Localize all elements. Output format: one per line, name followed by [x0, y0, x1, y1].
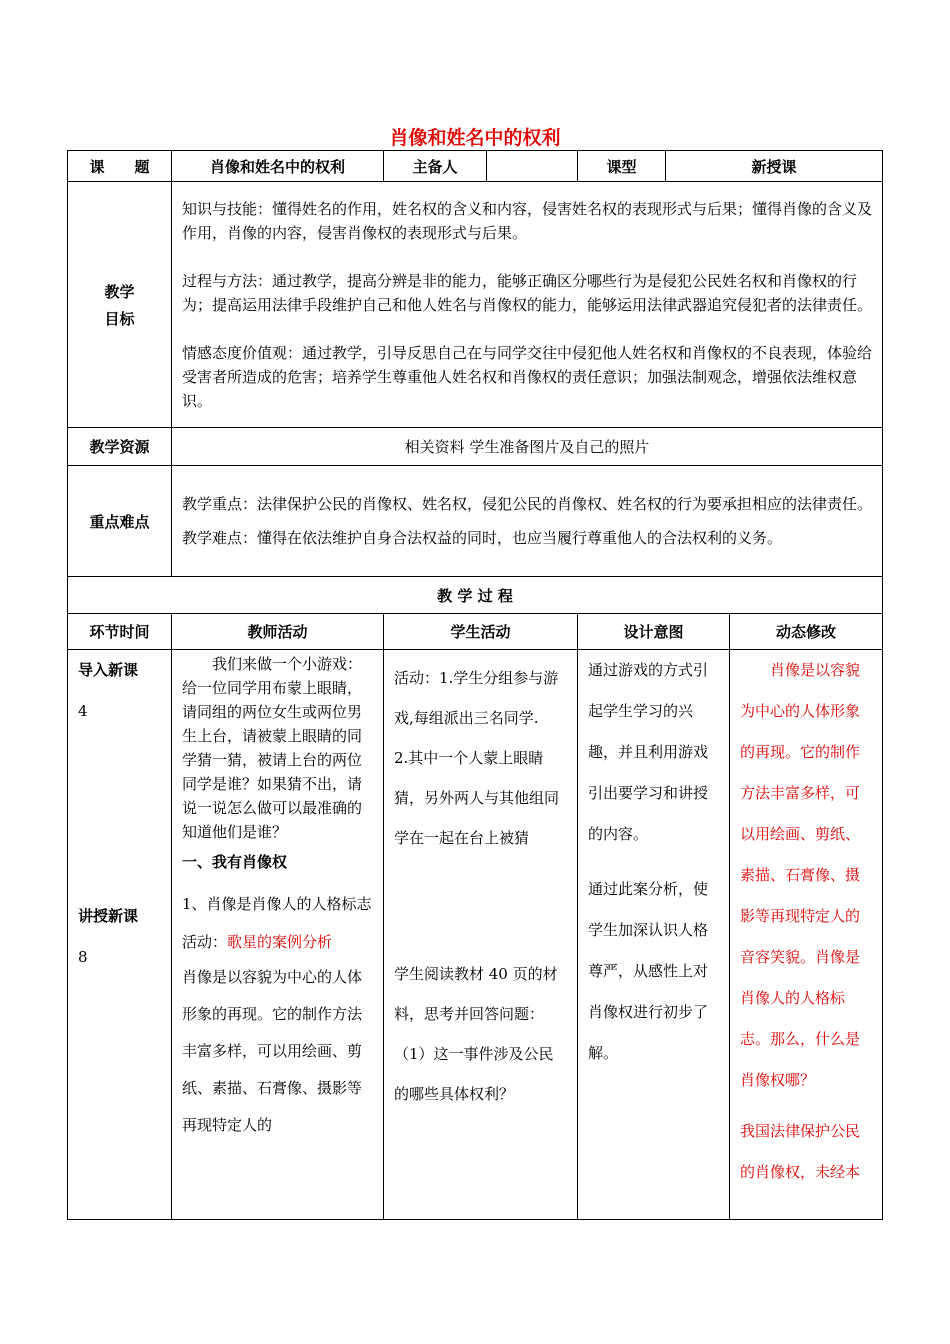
- col-revise: 动态修改: [730, 614, 883, 650]
- goals-row: [68, 182, 883, 428]
- activity-value: 歌星的案例分析: [227, 933, 333, 951]
- goal-knowledge: 知识与技能：懂得姓名的作用，姓名权的含义和内容，侵害姓名权的表现形式与后果；懂得肖像的含义及作用，肖像的内容，侵害肖像权的表现形式与后果。: [182, 199, 873, 242]
- goals-label-line1: 教学: [104, 282, 135, 301]
- student-a1: 活动：1.学生分组参与游戏,每组派出三名同学.: [394, 669, 559, 727]
- goals-label-line2: 目标: [104, 309, 135, 328]
- revise-r1: 肖像是以容貌为中心的人体形象的再现。它的制作方法丰富多样，可以用绘画、剪纸、素描、石膏像、摄影等再现特定人的音容笑貌。肖像是肖像人的人格标志。那么，什么是肖像权哪？: [740, 661, 861, 1089]
- col-design: 设计意图: [578, 614, 730, 650]
- preparer-value: [487, 151, 578, 182]
- design-d2: 通过此案分析，使学生加深认识人格尊严，从感性上对肖像权进行初步了解。: [588, 880, 709, 1062]
- design-cell: [578, 650, 730, 1220]
- key-difficulty: 教学难点：懂得在依法维护自身合法权益的同时，也应当履行尊重他人的合法权利的义务。: [182, 529, 783, 547]
- resources-value: 相关资料 学生准备图片及自己的照片: [172, 428, 883, 466]
- resources-label: 教学资源: [68, 428, 172, 466]
- preparer-label: 主备人: [384, 151, 487, 182]
- resources-row: [68, 428, 883, 466]
- goal-process: 过程与方法：通过教学，提高分辨是非的能力，能够正确区分哪些行为是侵犯公民姓名权和肖像权的行为；提高运用法律手段维护自己和他人姓名与肖像权的能力，能够运用法律武器追究侵犯者的法律责任。: [182, 271, 873, 314]
- student-a4: （1）这一事件涉及公民的哪些具体权利？: [394, 1045, 554, 1103]
- stage2-minutes: 8: [78, 948, 88, 966]
- stage2-name: 讲授新课: [78, 907, 139, 925]
- stage1-name: 导入新课: [78, 661, 139, 679]
- topic-value: 肖像和姓名中的权利: [172, 151, 384, 182]
- activity-label: 活动：: [182, 933, 228, 951]
- revise-cell: [730, 650, 883, 1220]
- design-d1: 通过游戏的方式引起学生学习的兴趣，并且利用游戏引出要学习和讲授的内容。: [588, 661, 709, 843]
- time-cell: [68, 650, 172, 1220]
- process-body-row: [68, 650, 883, 1220]
- type-value: 新授课: [666, 151, 883, 182]
- teacher-cell: [172, 650, 384, 1220]
- student-cell: [384, 650, 578, 1220]
- col-teacher: 教师活动: [172, 614, 384, 650]
- stage1-minutes: 4: [78, 702, 88, 720]
- goals-label: [68, 182, 172, 428]
- goals-content: [172, 182, 883, 428]
- column-header-row: [68, 614, 883, 650]
- keypoints-label: 重点难点: [68, 466, 172, 577]
- goal-emotion: 情感态度价值观：通过教学，引导反思自己在与同学交往中侵犯他人姓名权和肖像权的不良表现，体验给受害者所造成的危害；培养学生尊重他人姓名权和肖像权的责任意识；加强法制观念，增强依法维权意识。: [182, 343, 873, 410]
- key-focus: 教学重点：法律保护公民的肖像权、姓名权，侵犯公民的肖像权、姓名权的行为要承担相应的法律责任。: [182, 495, 873, 513]
- student-a3: 学生阅读教材 40 页的材料，思考并回答问题：: [394, 965, 558, 1023]
- teacher-section: 一、我有肖像权: [182, 853, 288, 871]
- teacher-portrait: 肖像是以容貌为中心的人体形象的再现。它的制作方法丰富多样，可以用绘画、剪纸、素描、石膏像、摄影等再现特定人的: [182, 968, 363, 1134]
- revise-r2: 我国法律保护公民的肖像权，未经本: [740, 1122, 861, 1181]
- teacher-point1: 1、肖像是肖像人的人格标志: [182, 895, 372, 913]
- lesson-plan-table: [67, 150, 883, 1220]
- topic-label: 课 题: [68, 151, 172, 182]
- process-title-row: [68, 577, 883, 614]
- col-time: 环节时间: [68, 614, 172, 650]
- keypoints-row: [68, 466, 883, 577]
- col-student: 学生活动: [384, 614, 578, 650]
- header-row: [68, 151, 883, 182]
- student-a2: 2.其中一个人蒙上眼睛猜，另外两人与其他组同学在一起在台上被猜: [394, 749, 560, 847]
- teacher-activity: [182, 925, 375, 959]
- type-label: 课型: [578, 151, 666, 182]
- document-title: 肖像和姓名中的权利: [389, 127, 561, 149]
- keypoints-content: [172, 466, 883, 577]
- process-title: 教 学 过 程: [68, 577, 883, 614]
- teacher-game: 我们来做一个小游戏：给一位同学用布蒙上眼睛，请同组的两位女生或两位男生上台，请被蒙上眼睛的同学猜一猜，被请上台的两位同学是谁？如果猜不出，请说一说怎么做可以最准确的知道他们是谁？: [182, 655, 363, 841]
